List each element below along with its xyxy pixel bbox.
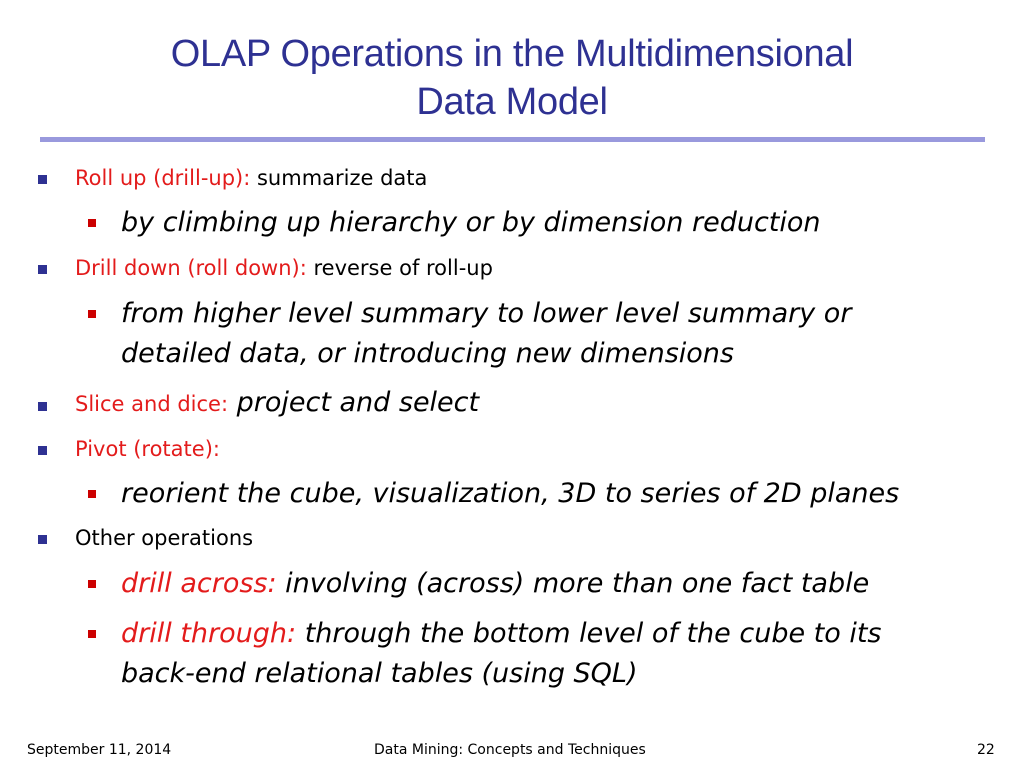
slide-title-line-1: OLAP Operations in the Multidimensional: [170, 33, 854, 75]
sub-bullet-line-1: [121, 614, 991, 654]
bullet-text: Other operations: [75, 526, 254, 550]
square-bullet-icon: [88, 219, 96, 227]
sub-bullet-text: by climbing up hierarchy or by dimension reduction: [121, 207, 821, 238]
square-bullet-icon: [88, 580, 96, 588]
square-bullet-icon: [88, 310, 96, 318]
square-bullet-icon: [88, 490, 96, 498]
term-label: Drill down (roll down):: [75, 256, 307, 280]
term-description: project and select: [228, 387, 480, 418]
sub-bullet-line-2: detailed data, or introducing new dimensions: [121, 338, 734, 369]
term-description: through the bottom level of the cube to its: [296, 618, 882, 649]
square-bullet-icon: [38, 446, 47, 455]
term-description: summarize data: [250, 166, 428, 190]
sub-bullet-line-1: from higher level summary to lower level summary or: [121, 298, 852, 329]
square-bullet-icon: [38, 265, 47, 274]
sub-bullet-text: [121, 564, 991, 604]
term-label: Pivot (rotate):: [75, 437, 220, 461]
bullet-text: [75, 165, 427, 191]
term-description: reverse of roll-up: [306, 256, 493, 280]
square-bullet-icon: [38, 175, 47, 184]
term-description: involving (across) more than one fact table: [276, 568, 870, 599]
bullet-text: [75, 387, 480, 418]
footer-title: Data Mining: Concepts and Techniques: [374, 742, 646, 758]
footer-date: September 11, 2014: [27, 742, 172, 758]
slide-title-line-2: Data Model: [416, 81, 608, 123]
term-label: Roll up (drill-up):: [75, 166, 251, 190]
sub-bullet-text: [121, 294, 991, 374]
term-label: drill through:: [121, 618, 297, 649]
square-bullet-icon: [38, 535, 47, 544]
square-bullet-icon: [38, 402, 47, 411]
term-label: Slice and dice:: [75, 392, 229, 416]
term-label: drill across:: [121, 568, 277, 599]
page-number: 22: [977, 742, 995, 758]
bullet-text: [75, 436, 220, 462]
sub-bullet-line-2: back-end relational tables (using SQL): [121, 658, 638, 689]
sub-bullet-text: reorient the cube, visualization, 3D to series of 2D planes: [121, 478, 900, 509]
sub-bullet-text: [121, 614, 991, 694]
square-bullet-icon: [88, 630, 96, 638]
bullet-text: [75, 255, 493, 281]
